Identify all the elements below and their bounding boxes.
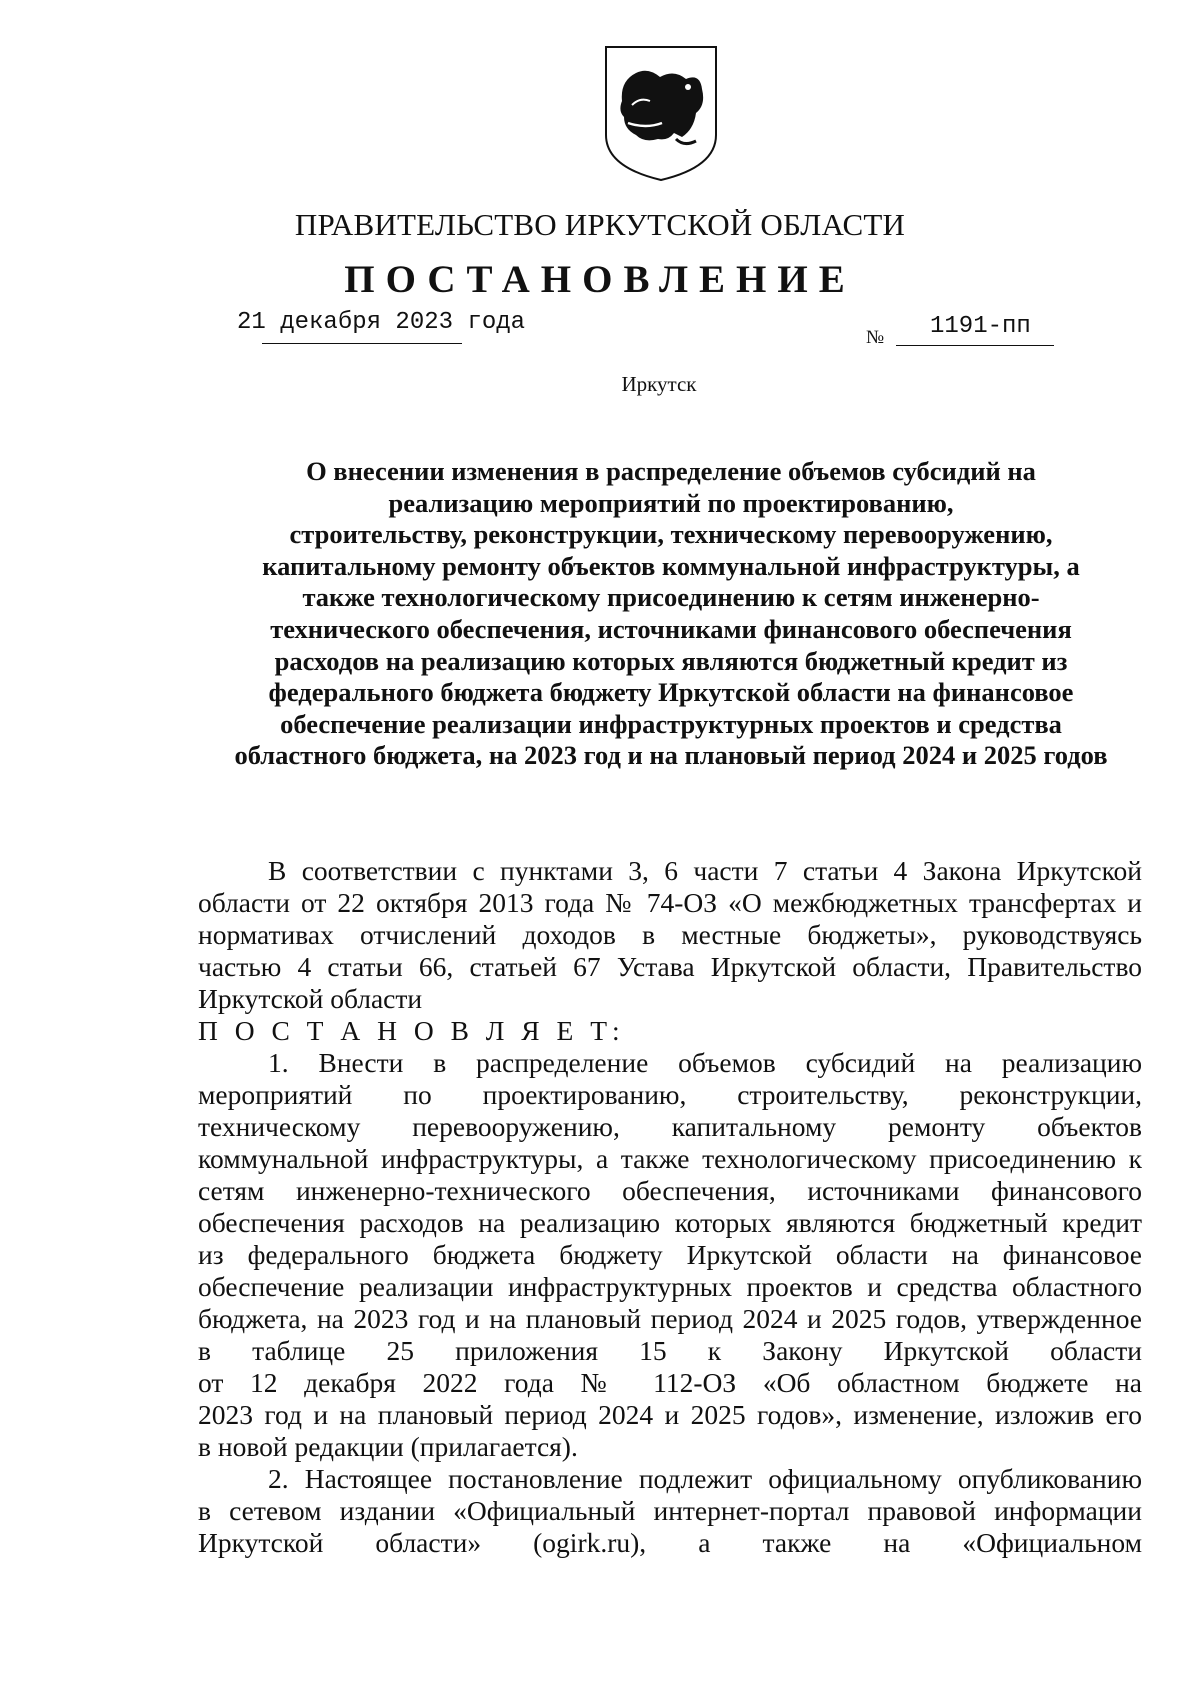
item2-line: Иркутской области» (ogirk.ru), а также на «Официальном [198, 1527, 1142, 1558]
subject-line: капитальному ремонту объектов коммунальной инфраструктуры, а [262, 550, 1080, 581]
subject-line: строительству, реконструкции, техническому перевооружению, [289, 519, 1053, 550]
item1-line: 1. Внести в распределение объемов субсидий на реализацию [268, 1047, 1142, 1078]
item1-line: обеспечение реализации инфраструктурных проектов и средства областного [198, 1271, 1142, 1302]
item1-line: в новой редакции (прилагается). [198, 1431, 578, 1462]
item1-line: из федерального бюджета бюджету Иркутской области на финансовое [198, 1239, 1142, 1270]
preamble-line: Иркутской области [198, 983, 423, 1014]
decree-date: 21 декабря 2023 года [237, 309, 526, 336]
document-type-title: ПОСТАНОВЛЕНИЕ [344, 258, 856, 301]
subject-line: расходов на реализацию которых являются бюджетный кредит из [274, 645, 1068, 676]
item1-line: обеспечения расходов на реализацию которых являются бюджетный кредит [198, 1207, 1142, 1238]
preamble-line: области от 22 октября 2013 года № 74-ОЗ «О межбюджетных трансфертах и [198, 887, 1142, 918]
subject-line: также технологическому присоединению к сетям инженерно- [302, 582, 1040, 613]
government-title: ПРАВИТЕЛЬСТВО ИРКУТСКОЙ ОБЛАСТИ [294, 207, 906, 242]
item1-line: бюджета, на 2023 год и на плановый период 2024 и 2025 годов, утвержденное [198, 1303, 1142, 1334]
item1-line: 2023 год и на плановый период 2024 и 2025 годов», изменение, изложив его [198, 1399, 1142, 1430]
subject-line: реализацию мероприятий по проектированию, [388, 487, 954, 518]
resolves-heading: П О С Т А Н О В Л Я Е Т: [198, 1015, 625, 1046]
item2-line: 2. Настоящее постановление подлежит официальному опубликованию [268, 1463, 1142, 1494]
decree-body [198, 855, 1142, 1559]
item1-line: в таблице 25 приложения 15 к Закону Иркутской области [198, 1335, 1142, 1366]
decree-number: 1191-пп [930, 313, 1031, 340]
decree-subject [190, 456, 1152, 772]
preamble-line: В соответствии с пунктами 3, 6 части 7 статьи 4 Закона Иркутской [268, 855, 1142, 886]
number-underline [896, 345, 1054, 346]
date-underline [262, 343, 462, 344]
item2-line: в сетевом издании «Официальный интернет-портал правовой информации [198, 1495, 1142, 1526]
subject-line: технического обеспечения, источниками финансового обеспечения [270, 613, 1072, 644]
preamble-line: нормативах отчислений доходов в местные бюджеты», руководствуясь [198, 919, 1142, 950]
item1-line: коммунальной инфраструктуры, а также технологическому присоединению к [198, 1143, 1142, 1174]
city-name: Иркутск [621, 372, 697, 396]
subject-line: федерального бюджета бюджету Иркутской области на финансовое [268, 677, 1074, 708]
preamble-line: частью 4 статьи 66, статьей 67 Устава Иркутской области, Правительство [198, 951, 1142, 982]
subject-line: областного бюджета, на 2023 год и на плановый период 2024 и 2025 годов [234, 740, 1108, 771]
item1-line: от 12 декабря 2022 года № 112-ОЗ «Об областном бюджете на [198, 1367, 1142, 1398]
item1-line: сетям инженерно-технического обеспечения, источниками финансового [198, 1175, 1142, 1206]
coat-of-arms-emblem [602, 43, 720, 183]
item1-line: мероприятий по проектированию, строительству, реконструкции, [198, 1079, 1142, 1110]
number-sign: № [866, 327, 885, 348]
subject-line: О внесении изменения в распределение объемов субсидий на [306, 456, 1036, 486]
subject-line: обеспечение реализации инфраструктурных проектов и средства [280, 708, 1062, 739]
item1-line: техническому перевооружению, капитальному ремонту объектов [198, 1111, 1142, 1142]
